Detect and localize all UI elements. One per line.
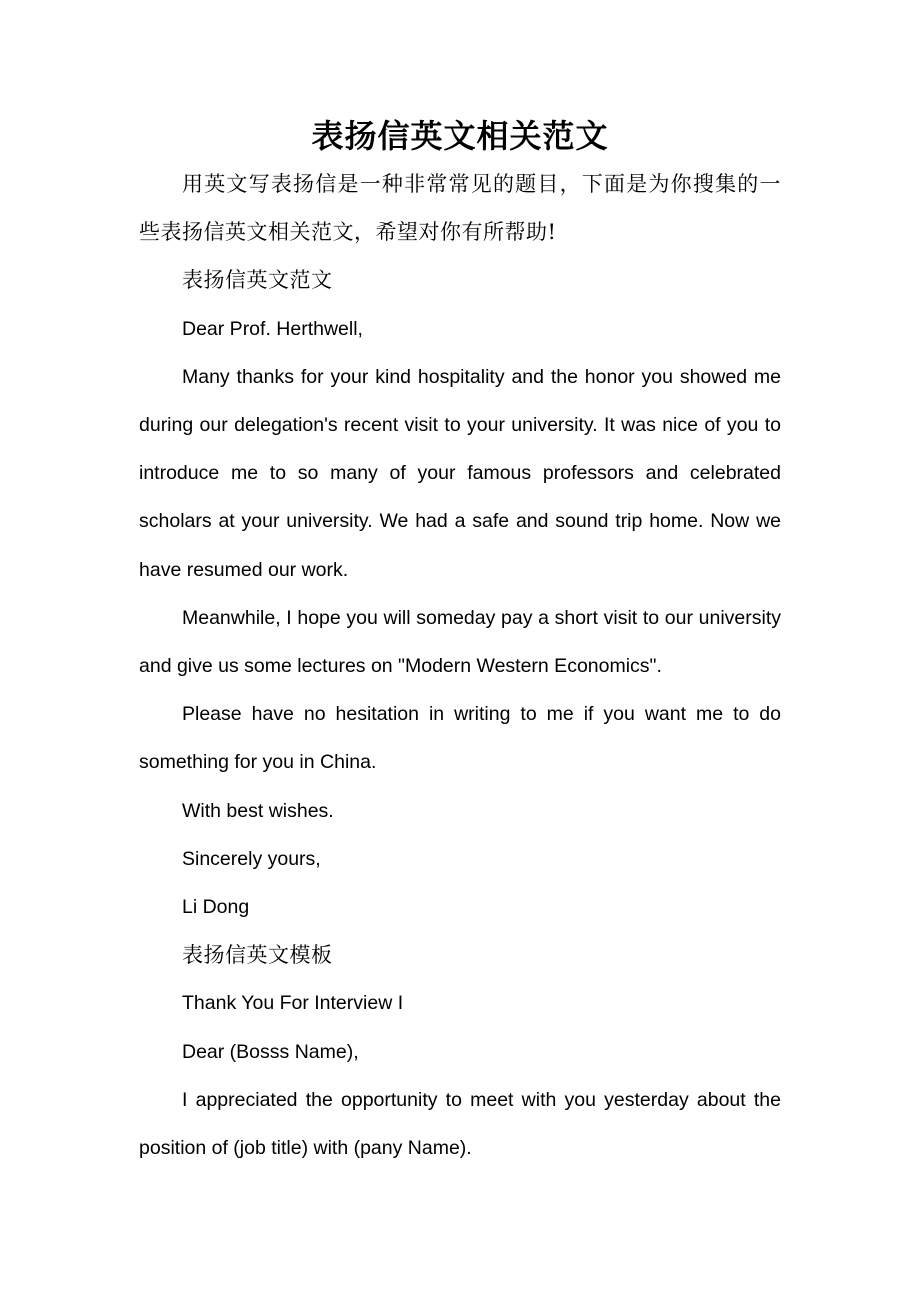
intro-paragraph: 用英文写表扬信是一种非常常见的题目，下面是为你搜集的一些表扬信英文相关范文，希望对你有所帮助! xyxy=(139,172,781,245)
letter-body-paragraph: Meanwhile, I hope you will someday pay a short visit to our university and give us some lectures on "Modern Western Economics". xyxy=(139,606,781,678)
document-title: 表扬信英文相关范文 xyxy=(311,117,609,155)
letter-closing-wishes: With best wishes. xyxy=(182,799,334,822)
letter-body-paragraph: Please have no hesitation in writing to me if you want me to do something for you in China. xyxy=(139,703,781,774)
letter-closing: Sincerely yours, xyxy=(182,847,321,870)
letter-salutation: Dear Prof. Herthwell, xyxy=(182,317,363,340)
template-body-paragraph: I appreciated the opportunity to meet with you yesterday about the position of (job title) with (pany Name). xyxy=(139,1088,781,1160)
letter-signature: Li Dong xyxy=(182,896,250,919)
document-body xyxy=(139,160,781,1172)
section-heading-sample: 表扬信英文范文 xyxy=(182,268,333,293)
letter-body-paragraph: Many thanks for your kind hospitality and the honor you showed me during our delegation's recent visit to your university. It was nice of you to introduce me to so many of your famous professors and celebrated scholars at your university. We had a safe and sound trip home. Now we have resumed our work. xyxy=(139,365,781,581)
template-title: Thank You For Interview I xyxy=(182,992,404,1015)
section-heading-template: 表扬信英文模板 xyxy=(182,943,333,968)
template-salutation: Dear (Bosss Name), xyxy=(182,1040,359,1063)
